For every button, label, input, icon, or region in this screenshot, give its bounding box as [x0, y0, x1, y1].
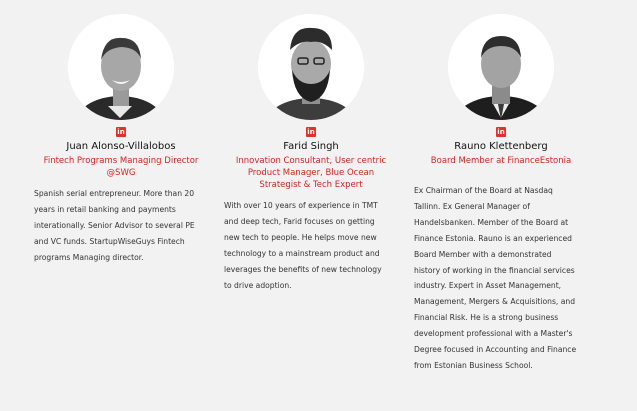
bio-line: Financial Risk. He is a strong business [414, 313, 559, 323]
bio-line: development professional with a Master's [414, 329, 573, 339]
bio-line: and VC funds. StartupWiseGuys Fintech [34, 236, 185, 246]
speaker-bio [34, 186, 209, 266]
bio-line: Finance Estonia. Rauno is an experienced [414, 233, 572, 243]
bio-line: technology to a mainstream product and [224, 248, 380, 258]
speaker-name: Rauno Klettenberg [454, 141, 548, 152]
role-line: Board Member at FinanceEstonia [430, 156, 572, 166]
bio-line: programs Managing director. [34, 252, 144, 262]
speaker-name: Farid Singh [283, 141, 339, 152]
avatar [68, 14, 174, 120]
bio-line: to drive adoption. [224, 280, 292, 290]
bio-line: Degree focused in Accounting and Finance [414, 345, 577, 355]
linkedin-icon[interactable]: in [117, 128, 125, 136]
bio-line: Handelsbanken. Member of the Board at [414, 217, 569, 227]
role-line: Product Manager, Blue Ocean [247, 168, 375, 178]
role-line: Strategist & Tech Expert [259, 180, 363, 190]
bio-line: Spanish serial entrepreneur. More than 20 [34, 189, 195, 198]
speaker-name: Juan Alonso-Villalobos [66, 141, 176, 152]
speaker-bio [414, 183, 592, 374]
role-line: @SWG [106, 168, 136, 178]
bio-line: and deep tech, Farid focuses on getting [224, 216, 375, 226]
bio-line: Ex Chairman of the Board at Nasdaq [414, 186, 553, 195]
bio-line: Tallinn. Ex General Manager of [414, 201, 530, 211]
bio-line: leverages the benefits of new technology [224, 264, 382, 274]
speaker-role [21, 155, 221, 179]
bio-line: from Estonian Business School. [414, 360, 533, 370]
speaker-role [401, 155, 601, 167]
bio-line: Board Member with a demonstrated [414, 249, 552, 259]
speaker-role [211, 155, 411, 191]
speaker-bio [224, 198, 399, 293]
bio-line: industry. Expert in Asset Management, [414, 281, 562, 291]
role-line: Fintech Programs Managing Director [43, 156, 199, 166]
avatar [258, 14, 364, 120]
bio-line: interationally. Senior Advisor to several PE [34, 220, 195, 230]
role-line: Innovation Consultant, User centric [235, 156, 387, 166]
linkedin-icon[interactable]: in [497, 128, 505, 136]
bio-line: history of working in the financial services [414, 265, 575, 275]
bio-line: years in retail banking and payments [34, 204, 176, 214]
avatar [448, 14, 554, 120]
bio-line: Management, Mergers & Acquisitions, and [414, 297, 576, 307]
linkedin-icon[interactable]: in [307, 128, 315, 136]
bio-line: With over 10 years of experience in TMT [224, 201, 378, 210]
bio-line: new tech to people. He helps move new [224, 232, 377, 242]
